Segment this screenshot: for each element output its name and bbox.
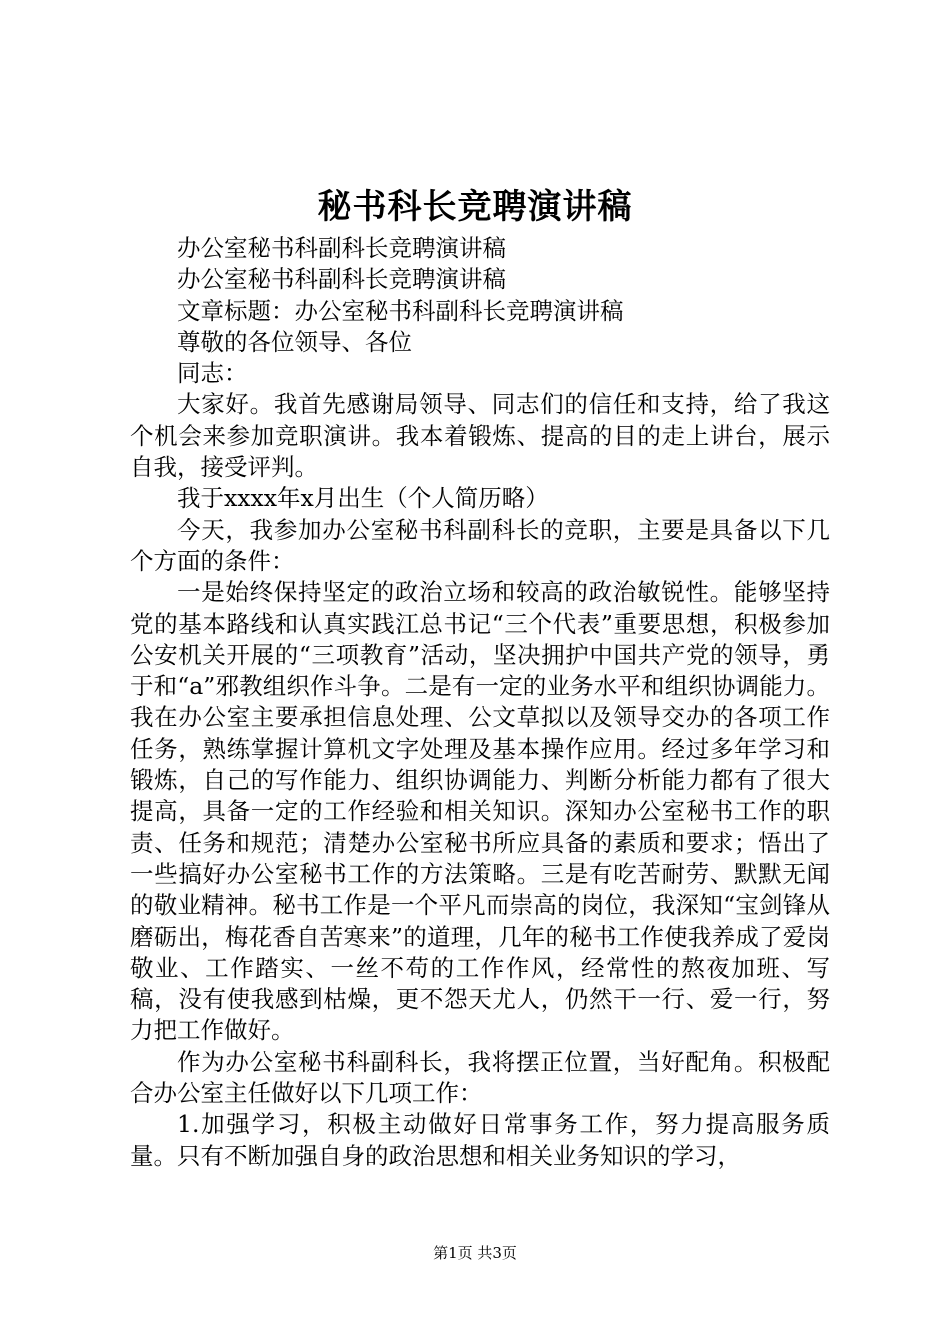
paragraph: 文章标题：办公室秘书科副科长竞聘演讲稿 [177, 296, 624, 325]
paragraph: 作为办公室秘书科副科长，我将摆正位置，当好配角。积极配合办公室主任做好以下几项工作： [130, 1047, 830, 1108]
paragraph: 1.加强学习，积极主动做好日常事务工作，努力提高服务质量。只有不断加强自身的政治思想和相关业务知识的学习， [130, 1110, 830, 1170]
document-title: 秘书科长竞聘演讲稿 [317, 187, 633, 227]
paragraph: 办公室秘书科副科长竞聘演讲稿 [177, 234, 506, 262]
paragraph: 尊敬的各位领导、各位 [177, 327, 412, 356]
document-body [130, 233, 830, 1172]
paragraph: 大家好。我首先感谢局领导、同志们的信任和支持，给了我这个机会来参加竞职演讲。我本着锻炼、提高的目的走上讲台，展示自我，接受评判。 [130, 390, 830, 482]
paragraph: 同志： [177, 359, 248, 388]
paragraph: 办公室秘书科副科长竞聘演讲稿 [177, 265, 506, 294]
page-footer: 第1页 共3页 [433, 1244, 517, 1262]
paragraph: 我于xxxx年x月出生（个人简历略） [177, 484, 549, 513]
paragraph: 一是始终保持坚定的政治立场和较高的政治敏锐性。能够坚持党的基本路线和认真实践江总书记“三个代表”重要思想，积极参加公安机关开展的“三项教育”活动，坚决拥护中国共产党的领导，勇于和“a”邪教组织作斗争。二是有一定的业务水平和组织协调能力。我在办公室主要承担信息处理、公文草拟以及领导交办的各项工作任务，熟练掌握计算机文字处理及基本操作应用。经过多年学习和锻炼，自己的写作能力、组织协调能力、判断分析能力都有了很大提高，具备一定的工作经验和相关知识。深知办公室秘书工作的职责、任务和规范；清楚办公室秘书所应具备的素质和要求；悟出了一些搞好办公室秘书工作的方法策略。三是有吃苦耐劳、默默无闻的敬业精神。秘书工作是一个平凡而崇高的岗位，我深知“宝剑锋从磨砺出，梅花香自苦寒来”的道理，几年的秘书工作使我养成了爱岗敬业、工作踏实、一丝不苟的工作作风，经常性的熬夜加班、写稿，没有使我感到枯燥，更不怨天尤人，仍然干一行、爱一行，努力把工作做好。 [130, 578, 830, 1045]
paragraph: 今天，我参加办公室秘书科副科长的竞职，主要是具备以下几个方面的条件： [130, 515, 830, 575]
